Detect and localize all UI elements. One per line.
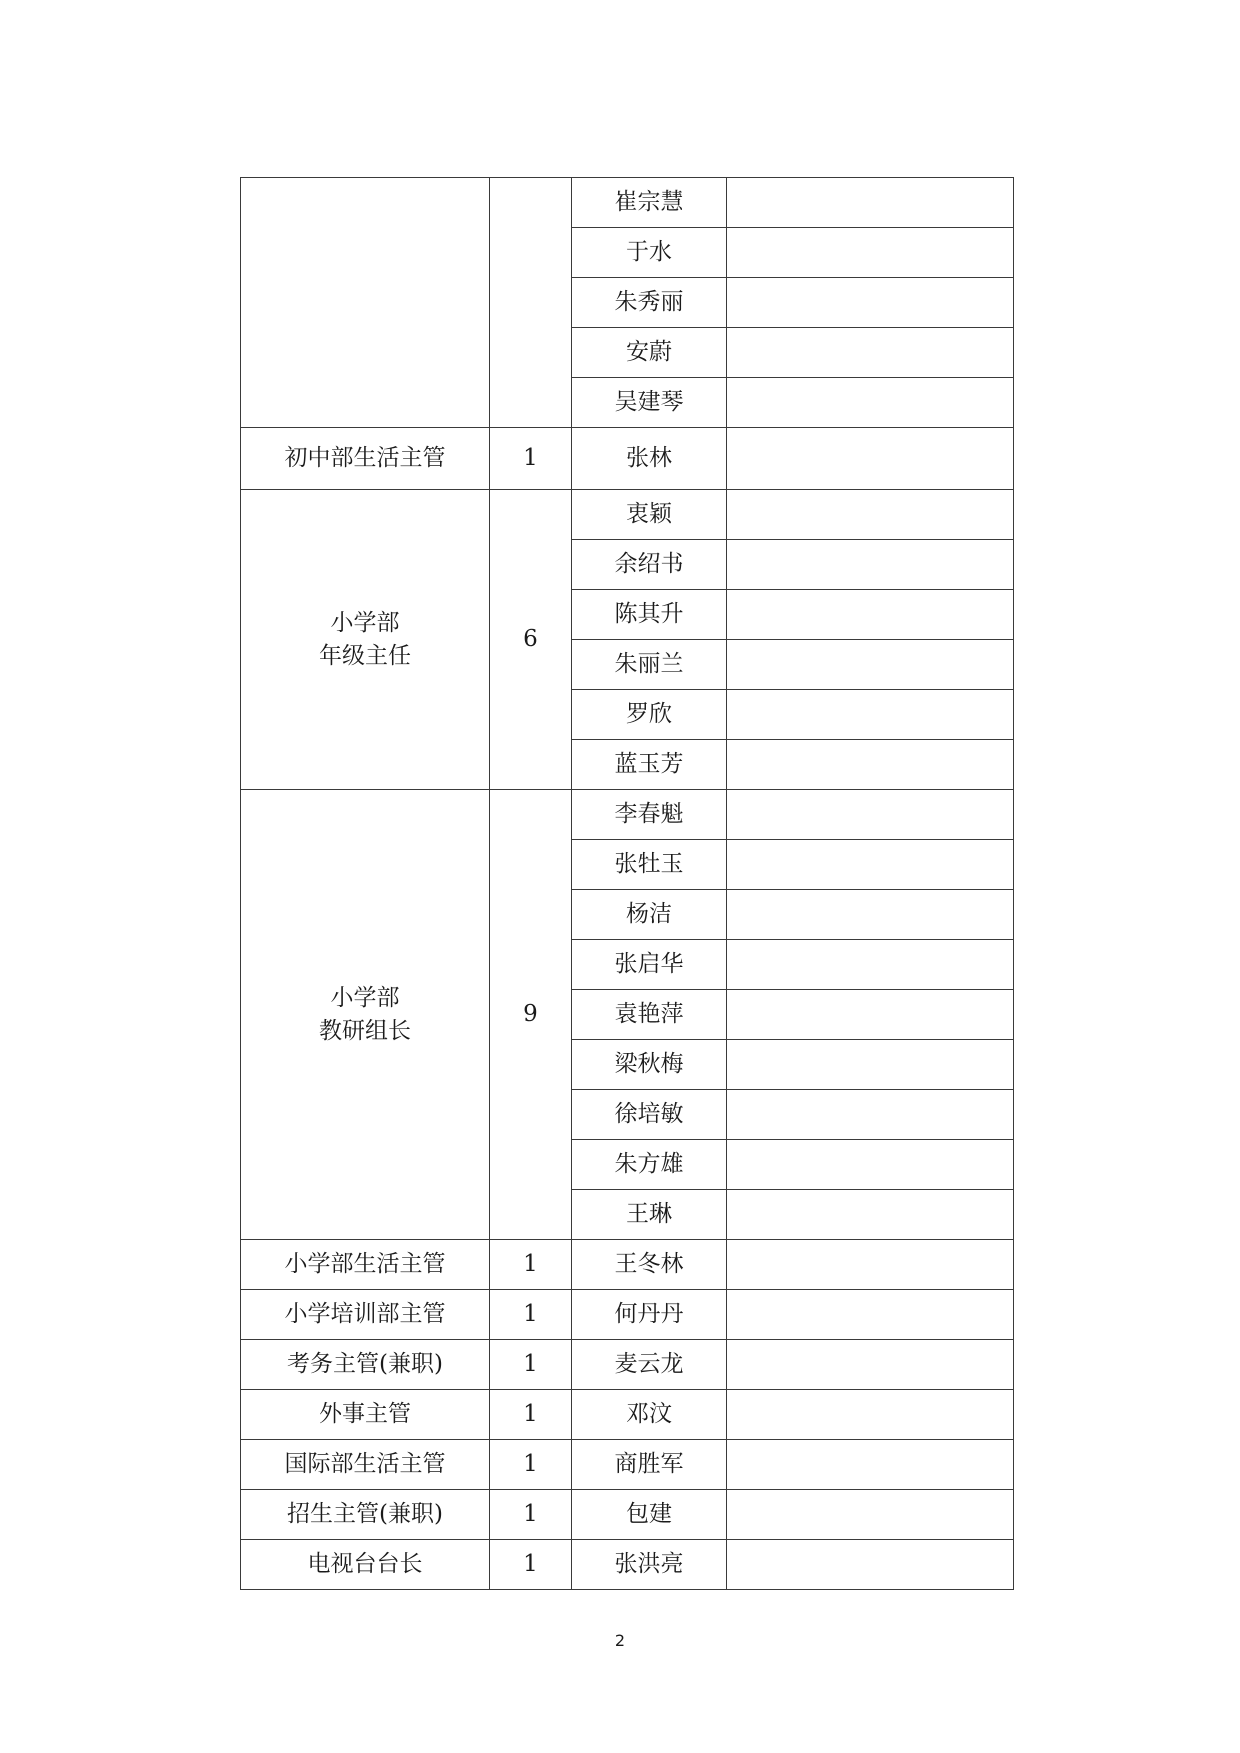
count-cell: 1 xyxy=(490,1490,572,1540)
name-cell: 何丹丹 xyxy=(572,1290,727,1340)
position-label: 外事主管 xyxy=(319,1401,411,1427)
position-label: 电视台台长 xyxy=(307,1551,423,1577)
name-cell: 崔宗慧 xyxy=(572,178,727,228)
name-cell: 张林 xyxy=(572,428,727,490)
table-row xyxy=(241,1240,1014,1290)
remarks-cell xyxy=(727,1540,1014,1590)
position-cell xyxy=(241,490,490,790)
count-cell: 1 xyxy=(490,1540,572,1590)
name-cell: 商胜军 xyxy=(572,1440,727,1490)
name-cell: 衷颖 xyxy=(572,490,727,540)
count-cell: 1 xyxy=(490,1440,572,1490)
remarks-cell xyxy=(727,640,1014,690)
table-row xyxy=(241,1390,1014,1440)
position-cell xyxy=(241,1240,490,1290)
name-cell: 朱丽兰 xyxy=(572,640,727,690)
table-row xyxy=(241,428,1014,490)
name-cell: 罗欣 xyxy=(572,690,727,740)
remarks-cell xyxy=(727,540,1014,590)
count-cell: 1 xyxy=(490,428,572,490)
table-row xyxy=(241,1440,1014,1490)
position-cell xyxy=(241,1390,490,1440)
remarks-cell xyxy=(727,1290,1014,1340)
table-row xyxy=(241,490,1014,540)
position-cell xyxy=(241,1490,490,1540)
name-cell: 安蔚 xyxy=(572,328,727,378)
remarks-cell xyxy=(727,1340,1014,1390)
position-label: 小学部 xyxy=(330,609,400,636)
remarks-cell xyxy=(727,790,1014,840)
position-label: 初中部生活主管 xyxy=(284,445,446,471)
count-cell: 1 xyxy=(490,1240,572,1290)
count-cell: 1 xyxy=(490,1340,572,1390)
position-cell xyxy=(241,428,490,490)
name-cell: 余绍书 xyxy=(572,540,727,590)
remarks-cell xyxy=(727,1190,1014,1240)
remarks-cell xyxy=(727,328,1014,378)
remarks-cell xyxy=(727,1390,1014,1440)
count-cell xyxy=(490,178,572,428)
position-label: 教研组长 xyxy=(319,1017,411,1044)
remarks-cell xyxy=(727,1440,1014,1490)
table-row xyxy=(241,1340,1014,1390)
name-cell: 徐培敏 xyxy=(572,1090,727,1140)
name-cell: 陈其升 xyxy=(572,590,727,640)
name-cell: 蓝玉芳 xyxy=(572,740,727,790)
name-cell: 邓汶 xyxy=(572,1390,727,1440)
name-cell: 包建 xyxy=(572,1490,727,1540)
table-row xyxy=(241,1290,1014,1340)
table-row xyxy=(241,790,1014,840)
staff-table xyxy=(240,177,1014,1590)
remarks-cell xyxy=(727,740,1014,790)
name-cell: 朱秀丽 xyxy=(572,278,727,328)
position-cell xyxy=(241,790,490,1240)
position-cell xyxy=(241,1340,490,1390)
name-cell: 王琳 xyxy=(572,1190,727,1240)
name-cell: 李春魁 xyxy=(572,790,727,840)
remarks-cell xyxy=(727,840,1014,890)
remarks-cell xyxy=(727,278,1014,328)
table-row xyxy=(241,1540,1014,1590)
remarks-cell xyxy=(727,940,1014,990)
page-number: 2 xyxy=(614,1631,626,1650)
name-cell: 王冬林 xyxy=(572,1240,727,1290)
remarks-cell xyxy=(727,890,1014,940)
name-cell: 张洪亮 xyxy=(572,1540,727,1590)
remarks-cell xyxy=(727,178,1014,228)
count-cell: 1 xyxy=(490,1290,572,1340)
name-cell: 袁艳萍 xyxy=(572,990,727,1040)
name-cell: 杨洁 xyxy=(572,890,727,940)
position-label: 小学部生活主管 xyxy=(284,1251,446,1277)
staff-table-body xyxy=(241,178,1014,1590)
remarks-cell xyxy=(727,990,1014,1040)
remarks-cell xyxy=(727,428,1014,490)
position-cell xyxy=(241,1290,490,1340)
count-cell: 1 xyxy=(490,1390,572,1440)
remarks-cell xyxy=(727,1090,1014,1140)
name-cell: 梁秋梅 xyxy=(572,1040,727,1090)
remarks-cell xyxy=(727,1040,1014,1090)
position-label: 考务主管(兼职) xyxy=(287,1351,443,1377)
remarks-cell xyxy=(727,1240,1014,1290)
remarks-cell xyxy=(727,590,1014,640)
count-cell: 9 xyxy=(490,790,572,1240)
name-cell: 麦云龙 xyxy=(572,1340,727,1390)
position-cell xyxy=(241,178,490,428)
position-label: 小学部 xyxy=(330,984,400,1011)
remarks-cell xyxy=(727,1490,1014,1540)
remarks-cell xyxy=(727,228,1014,278)
name-cell: 张牡玉 xyxy=(572,840,727,890)
table-row xyxy=(241,1490,1014,1540)
remarks-cell xyxy=(727,690,1014,740)
remarks-cell xyxy=(727,1140,1014,1190)
name-cell: 张启华 xyxy=(572,940,727,990)
position-label: 国际部生活主管 xyxy=(284,1451,446,1477)
count-cell: 6 xyxy=(490,490,572,790)
position-label: 年级主任 xyxy=(319,642,411,669)
name-cell: 朱方雄 xyxy=(572,1140,727,1190)
position-cell xyxy=(241,1440,490,1490)
position-label: 小学培训部主管 xyxy=(284,1301,446,1327)
remarks-cell xyxy=(727,490,1014,540)
position-cell xyxy=(241,1540,490,1590)
name-cell: 于水 xyxy=(572,228,727,278)
name-cell: 吴建琴 xyxy=(572,378,727,428)
remarks-cell xyxy=(727,378,1014,428)
table-row xyxy=(241,178,1014,228)
position-label: 招生主管(兼职) xyxy=(287,1501,443,1527)
